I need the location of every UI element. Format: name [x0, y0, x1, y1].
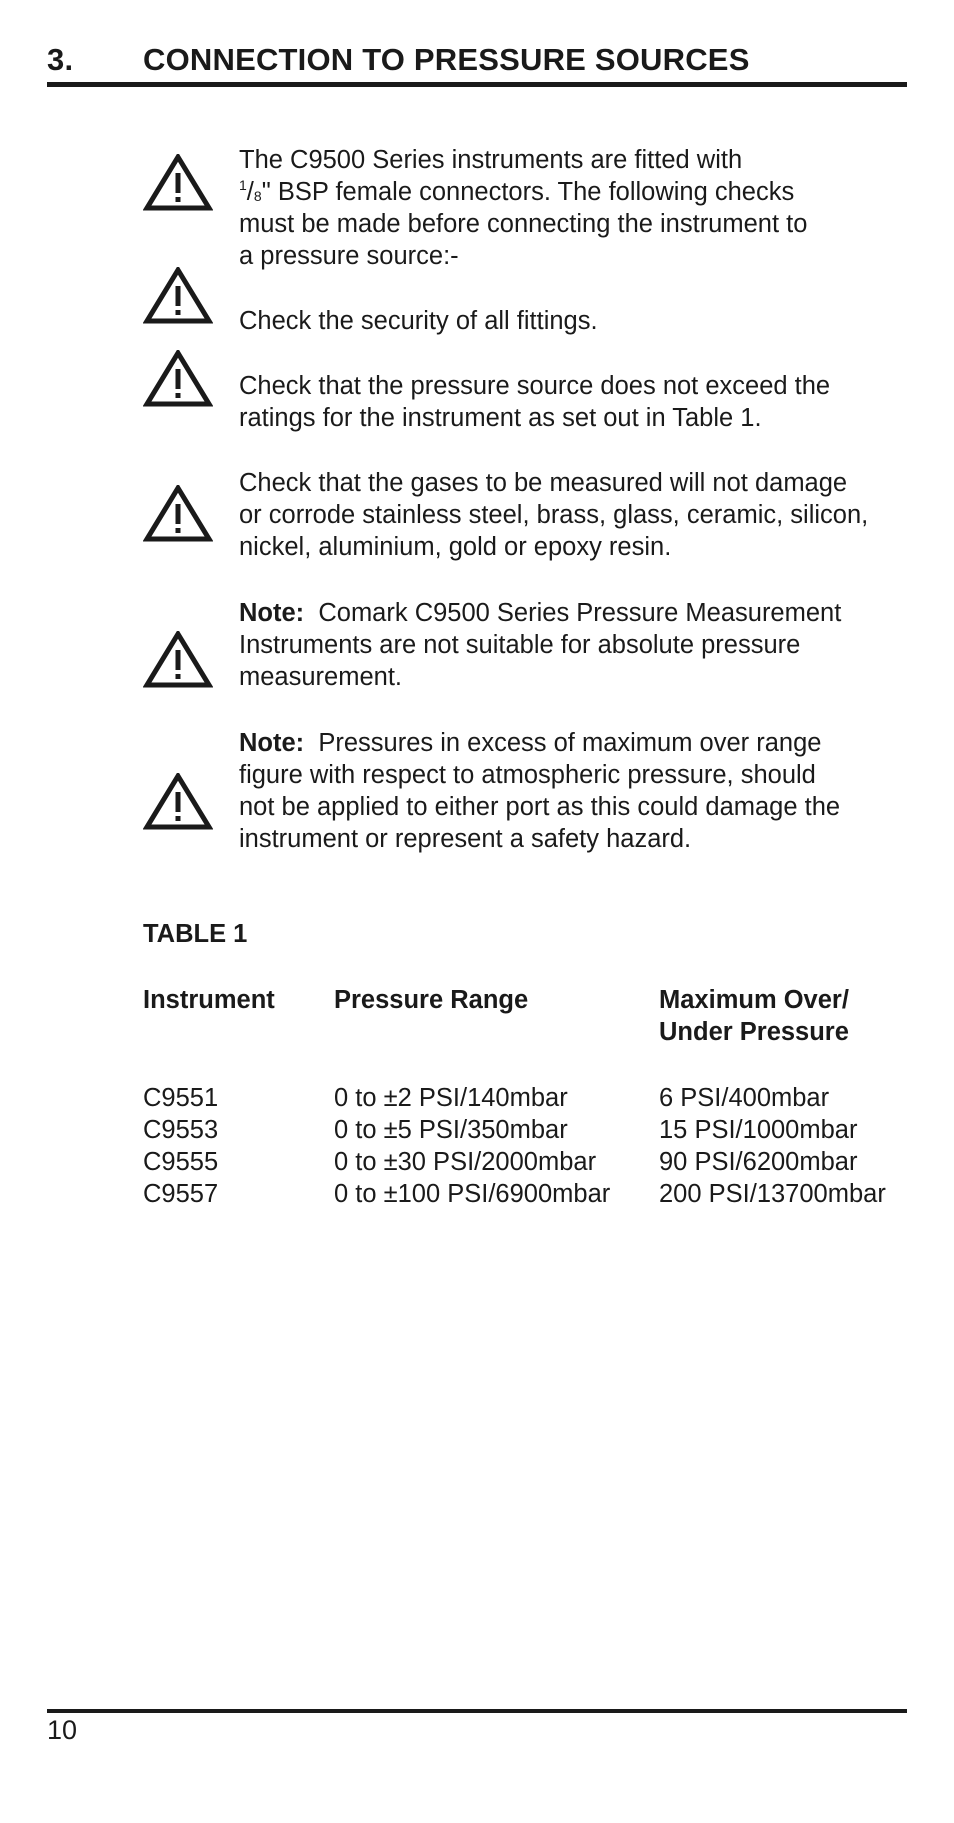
- footer-rule: [47, 1709, 907, 1713]
- section-title: CONNECTION TO PRESSURE SOURCES: [143, 42, 750, 77]
- note-line: not be applied to either port as this could damage the: [239, 793, 841, 821]
- table-body: [0, 1082, 954, 1210]
- table-title: TABLE 1: [143, 920, 248, 948]
- check-line: nickel, aluminium, gold or epoxy resin.: [239, 533, 672, 561]
- cell-instrument: C9555: [143, 1148, 219, 1176]
- warning-triangle-icon: [143, 485, 213, 543]
- note-line: measurement.: [239, 663, 402, 691]
- intro-line-rest: " BSP female connectors. The following checks: [261, 178, 795, 206]
- table-row: [0, 1082, 954, 1114]
- cell-instrument: C9553: [143, 1116, 219, 1144]
- check-line: Check that the gases to be measured will not damage: [239, 469, 848, 497]
- table-header-max-line: Under Pressure: [659, 1018, 849, 1046]
- table-row: [0, 1114, 954, 1146]
- table-row: [0, 1146, 954, 1178]
- cell-max: 90 PSI/6200mbar: [659, 1148, 858, 1176]
- intro-line: a pressure source:-: [239, 242, 459, 270]
- warning-triangle-icon: [143, 631, 213, 689]
- warning-triangle-icon: [143, 773, 213, 831]
- fraction-denominator: 8: [253, 188, 262, 204]
- cell-instrument: C9551: [143, 1084, 219, 1112]
- cell-range: 0 to ±2 PSI/140mbar: [334, 1084, 568, 1112]
- page-number: 10: [47, 1715, 78, 1745]
- cell-max: 6 PSI/400mbar: [659, 1084, 830, 1112]
- fraction-numerator: 1: [239, 177, 247, 193]
- cell-max: 200 PSI/13700mbar: [659, 1180, 886, 1208]
- note-absolute-pressure: [239, 597, 919, 693]
- check-line: ratings for the instrument as set out in Table 1.: [239, 404, 762, 432]
- table-header-range: Pressure Range: [334, 986, 529, 1014]
- cell-range: 0 to ±100 PSI/6900mbar: [334, 1180, 611, 1208]
- fraction-separator: /: [246, 178, 254, 206]
- note-line: Pressures in excess of maximum over range: [318, 729, 822, 757]
- table-row: [0, 1178, 954, 1210]
- warning-triangle-icon: [143, 267, 213, 325]
- intro-line: [239, 176, 919, 208]
- cell-instrument: C9557: [143, 1180, 219, 1208]
- check-fittings: Check the security of all fittings.: [239, 307, 598, 335]
- cell-max: 15 PSI/1000mbar: [659, 1116, 858, 1144]
- intro-line: must be made before connecting the instrument to: [239, 210, 808, 238]
- table-header-max-line: Maximum Over/: [659, 986, 849, 1014]
- cell-range: 0 to ±5 PSI/350mbar: [334, 1116, 568, 1144]
- warning-triangle-icon: [143, 154, 213, 212]
- note-label: Note:: [239, 599, 305, 627]
- note-line: figure with respect to atmospheric pressure, should: [239, 761, 816, 789]
- table-header-instrument: Instrument: [143, 986, 275, 1014]
- warning-triangle-icon: [143, 350, 213, 408]
- check-line: or corrode stainless steel, brass, glass, ceramic, silicon,: [239, 501, 869, 529]
- note-line: instrument or represent a safety hazard.: [239, 825, 692, 853]
- note-label: Note:: [239, 729, 305, 757]
- cell-range: 0 to ±30 PSI/2000mbar: [334, 1148, 597, 1176]
- table-header-max: [659, 984, 849, 1048]
- check-ratings: [239, 370, 919, 434]
- intro-line: The C9500 Series instruments are fitted with: [239, 146, 743, 174]
- check-line: Check that the pressure source does not exceed the: [239, 372, 831, 400]
- check-gases: [239, 467, 919, 563]
- note-overpressure: [239, 727, 919, 855]
- heading-rule: [47, 82, 907, 87]
- note-line: Comark C9500 Series Pressure Measurement: [318, 599, 842, 627]
- note-line: Instruments are not suitable for absolute pressure: [239, 631, 801, 659]
- section-number: 3.: [47, 42, 74, 77]
- intro-paragraph: [239, 144, 919, 272]
